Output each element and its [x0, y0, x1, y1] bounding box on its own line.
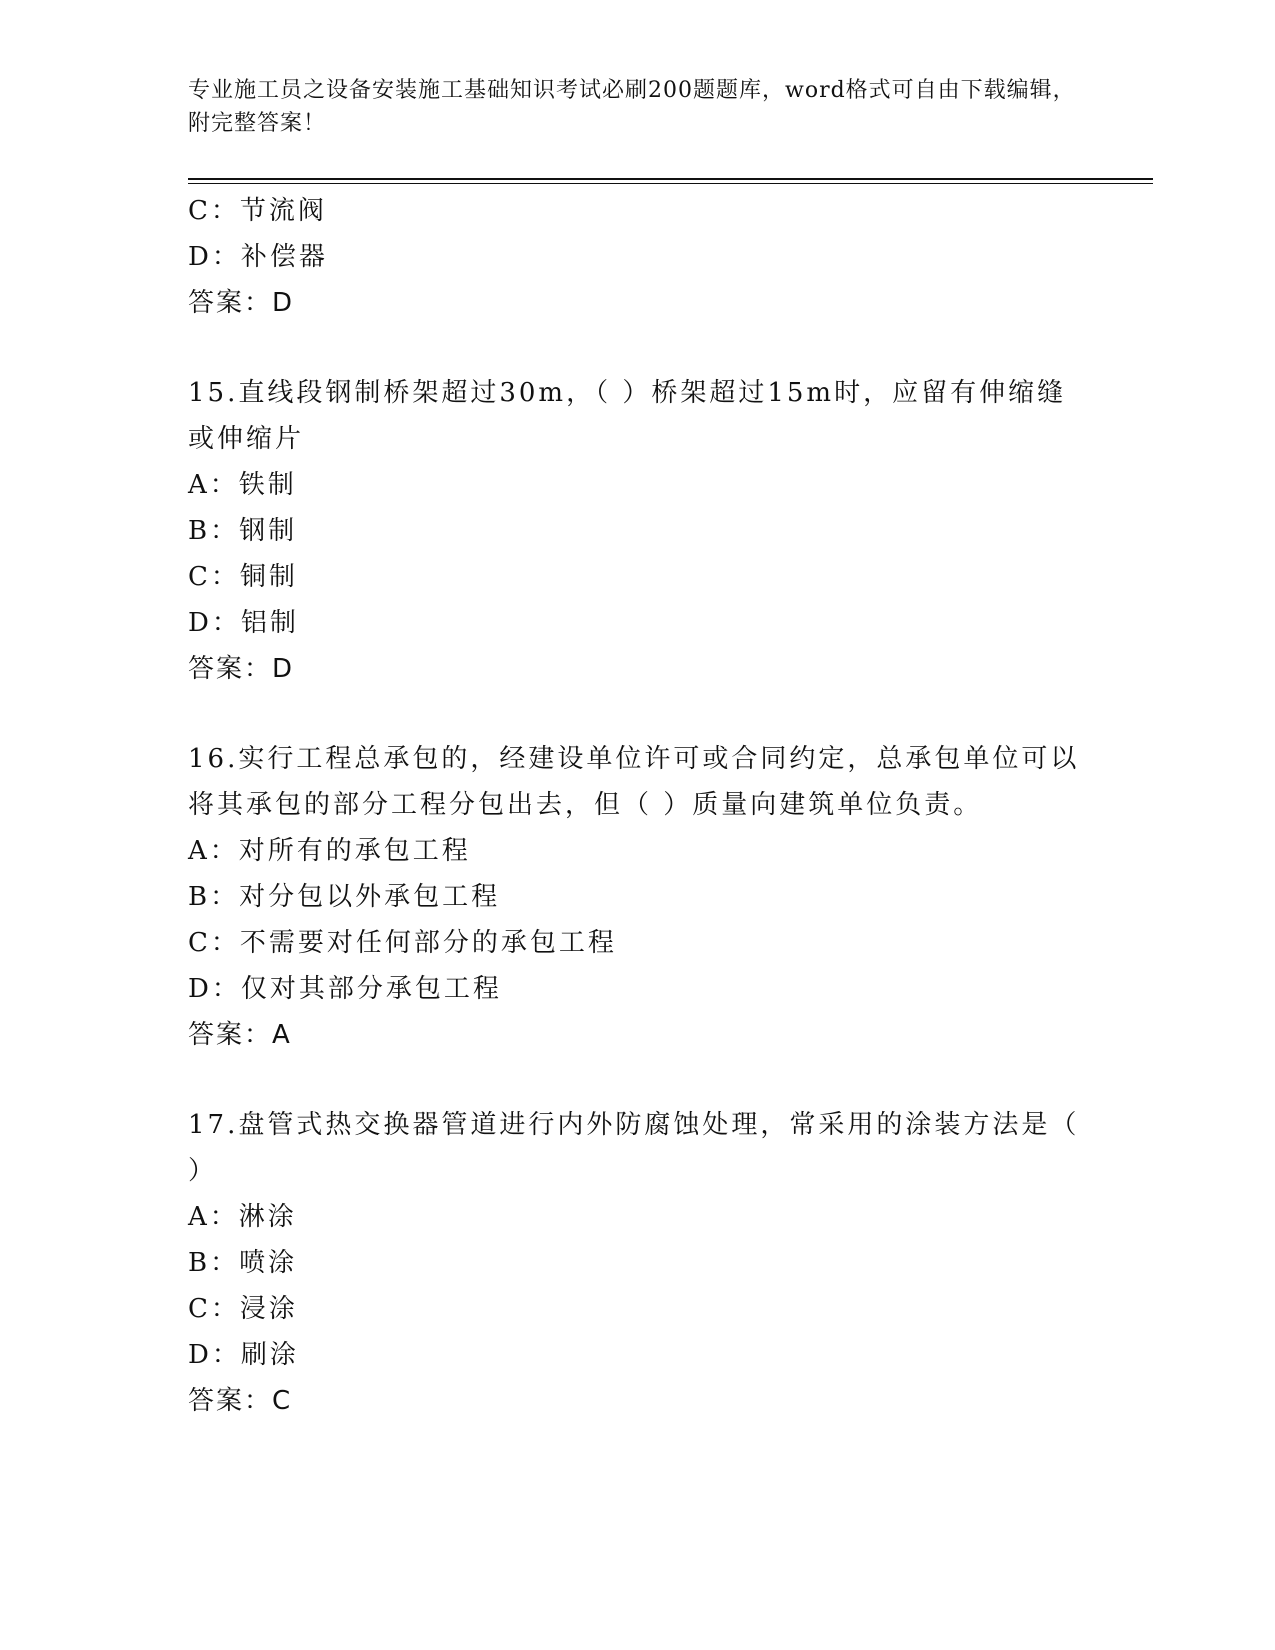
question-17	[188, 1102, 1088, 1424]
option-c: C：铜制	[188, 562, 298, 592]
option-c: C：浸涂	[188, 1294, 298, 1324]
answer-line: 答案：A	[188, 1020, 292, 1050]
option-d: D：补偿器	[188, 242, 328, 272]
option-a: A：淋涂	[188, 1202, 297, 1232]
answer-line: 答案：D	[188, 654, 295, 684]
option-a: A：对所有的承包工程	[188, 836, 471, 866]
option-c: C：不需要对任何部分的承包工程	[188, 928, 617, 958]
document-header: 专业施工员之设备安装施工基础知识考试必刷200题题库，word格式可自由下载编辑，附完整答案！	[188, 78, 1076, 136]
answer-line: 答案：D	[188, 288, 295, 318]
question-16	[188, 736, 1088, 1058]
option-d: D：铝制	[188, 608, 299, 638]
option-a: A：铁制	[188, 470, 297, 500]
option-d: D：刷涂	[188, 1340, 299, 1370]
question-text: 15.直线段钢制桥架超过30m，（ ）桥架超过15m时，应留有伸缩缝或伸缩片	[188, 378, 1067, 454]
document-body	[188, 188, 1088, 1424]
option-b: B：钢制	[188, 516, 298, 546]
option-b: B：喷涂	[188, 1248, 298, 1278]
header-rule-thick	[188, 178, 1153, 180]
header-rule-thin	[188, 183, 1153, 184]
option-c: C：节流阀	[188, 196, 327, 226]
answer-line: 答案：C	[188, 1386, 293, 1416]
previous-question-tail	[188, 188, 1088, 326]
option-d: D：仅对其部分承包工程	[188, 974, 502, 1004]
question-15	[188, 370, 1088, 692]
option-b: B：对分包以外承包工程	[188, 882, 501, 912]
question-text: 17.盘管式热交换器管道进行内外防腐蚀处理，常采用的涂装方法是（ ）	[188, 1110, 1080, 1186]
question-text: 16.实行工程总承包的，经建设单位许可或合同约定，总承包单位可以将其承包的部分工程分包出去，但（ ）质量向建筑单位负责。	[188, 744, 1080, 820]
